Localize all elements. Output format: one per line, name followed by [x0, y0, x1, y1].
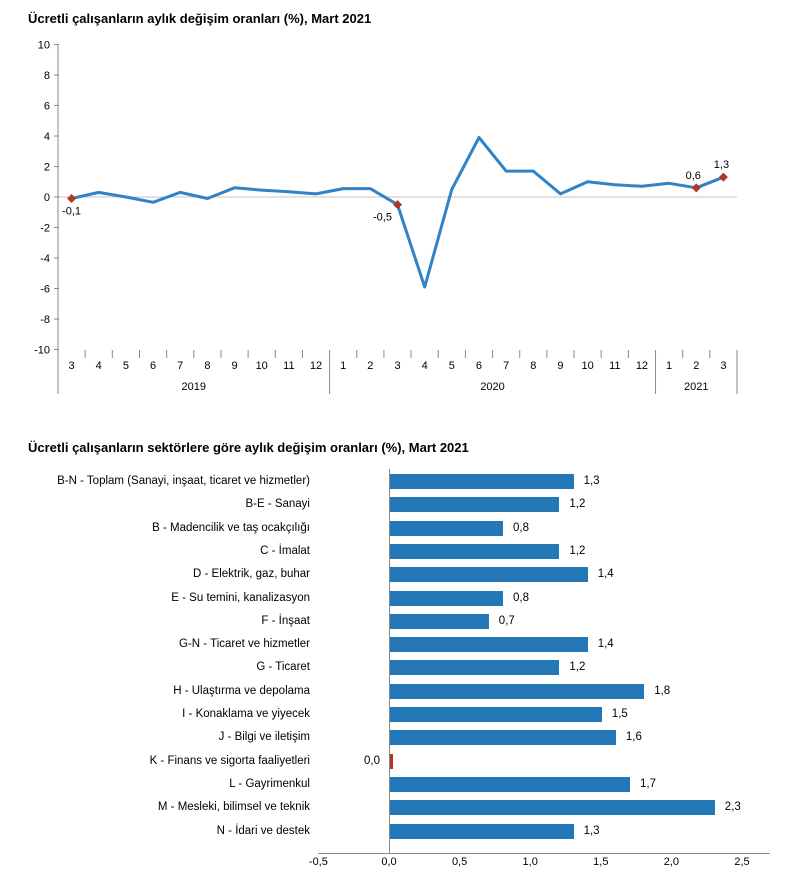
- data-line: [72, 138, 724, 288]
- bar-category-label: J - Bilgi ve iletişim: [218, 731, 310, 744]
- bar-row: [0, 796, 801, 819]
- bar: [390, 660, 559, 675]
- y-axis-tick-label: -2: [40, 222, 50, 235]
- point-marker-diamond: [67, 194, 76, 203]
- month-label: 1: [666, 360, 673, 372]
- year-label: 2021: [684, 381, 709, 393]
- bar-category-label: B - Madencilik ve taş ocakçılığı: [152, 521, 310, 534]
- bar-row: [0, 610, 801, 633]
- month-label: 9: [231, 360, 238, 372]
- y-axis-tick-label: -10: [34, 344, 50, 357]
- month-label: 10: [581, 360, 594, 372]
- bar-value-label: 1,5: [611, 708, 628, 720]
- bar-chart: [0, 470, 801, 846]
- bar-row: [0, 493, 801, 516]
- x-axis-tick-label: 2,0: [663, 856, 680, 868]
- bar-row: [0, 540, 801, 563]
- month-label: 2: [367, 360, 374, 372]
- bar-category-label: N - İdari ve destek: [216, 824, 310, 837]
- bar: [390, 637, 588, 652]
- bar-value-label: 2,3: [724, 801, 741, 814]
- month-label: 3: [720, 360, 727, 372]
- bar-value-label: 1,2: [569, 661, 586, 674]
- bar-category-label: K - Finans ve sigorta faaliyetleri: [149, 754, 310, 767]
- bar-category-label: D - Elektrik, gaz, buhar: [193, 568, 310, 581]
- year-label: 2019: [181, 381, 207, 393]
- point-marker-diamond: [692, 183, 701, 192]
- month-label: 3: [394, 360, 401, 372]
- month-label: 6: [149, 360, 157, 372]
- bar-category-label: B-N - Toplam (Sanayi, inşaat, ticaret ve hizmetler): [57, 475, 310, 487]
- bar: [390, 777, 630, 792]
- bar: [390, 730, 616, 745]
- month-label: 7: [177, 360, 184, 372]
- month-label: 5: [122, 360, 129, 372]
- line-chart-title: Ücretli çalışanların aylık değişim oranları (%), Mart 2021: [28, 11, 372, 26]
- bar: [390, 544, 559, 559]
- bar-value-label: 0,0: [364, 754, 380, 767]
- bar-category-label: G - Ticaret: [256, 661, 310, 674]
- bar-row: [0, 517, 801, 540]
- point-value-label: 0,6: [685, 169, 701, 182]
- month-label: 8: [530, 360, 537, 372]
- point-value-label: -0,1: [62, 205, 82, 218]
- y-axis-tick-label: 4: [43, 131, 50, 143]
- bar-category-label: B-E - Sanayi: [245, 498, 310, 511]
- bar-value-label: 1,6: [625, 731, 642, 744]
- bar-category-label: F - İnşaat: [261, 614, 310, 627]
- bar: [390, 567, 588, 582]
- y-axis-tick-label: 10: [37, 39, 50, 52]
- bar-row: [0, 820, 801, 843]
- bar-value-label: 0,7: [498, 614, 515, 627]
- bar-category-label: H - Ulaştırma ve depolama: [173, 684, 310, 697]
- month-label: 4: [421, 360, 428, 372]
- y-axis-tick-label: -6: [40, 283, 50, 296]
- bar-value-label: 1,4: [597, 568, 614, 581]
- point-value-label: -0,5: [373, 211, 392, 224]
- bar-row: [0, 680, 801, 703]
- bar-value-label: 0,8: [513, 591, 529, 604]
- bar-value-label: 1,3: [583, 824, 600, 837]
- month-label: 2: [693, 360, 700, 372]
- bar-value-label: 1,3: [583, 475, 600, 487]
- bar-row: [0, 633, 801, 656]
- point-marker-diamond: [719, 173, 728, 182]
- bar: [390, 591, 503, 606]
- bar-category-label: E - Su temini, kanalizasyon: [171, 591, 310, 604]
- bar-x-axis-ticks: [0, 856, 801, 874]
- bar-value-label: 1,2: [569, 498, 586, 511]
- bar-category-label: L - Gayrimenkul: [229, 777, 310, 790]
- bar-chart-title: Ücretli çalışanların sektörlere göre aylık değişim oranları (%), Mart 2021: [28, 440, 469, 455]
- month-label: 8: [204, 360, 211, 372]
- bar-value-label: 0,8: [513, 521, 529, 534]
- x-axis-tick-label: -0,5: [308, 856, 328, 868]
- bar: [390, 497, 559, 512]
- bar: [390, 474, 574, 489]
- year-label: 2020: [480, 381, 505, 393]
- bar-category-label: C - İmalat: [260, 544, 310, 557]
- bar-category-label: M - Mesleki, bilimsel ve teknik: [157, 801, 310, 814]
- month-label: 4: [95, 360, 102, 372]
- bar-row: [0, 587, 801, 610]
- x-axis-tick-label: 1,0: [522, 856, 538, 868]
- bar-category-label: G-N - Ticaret ve hizmetler: [179, 638, 310, 651]
- bar: [390, 614, 489, 629]
- month-label: 1: [340, 360, 347, 372]
- bar: [390, 521, 503, 536]
- month-label: 12: [309, 360, 323, 372]
- bar-zero-sliver: [390, 754, 393, 769]
- bar-category-label: I - Konaklama ve yiyecek: [182, 708, 310, 720]
- bar-row: [0, 470, 801, 493]
- y-axis-tick-label: 8: [43, 70, 50, 82]
- bar: [390, 707, 602, 722]
- bar: [390, 824, 574, 839]
- bar-value-label: 1,4: [597, 638, 614, 651]
- month-label: 9: [557, 360, 564, 372]
- month-label: 11: [283, 360, 295, 372]
- bar-x-axis-line: [318, 853, 770, 854]
- bar-value-label: 1,7: [640, 777, 656, 790]
- bar-value-label: 1,8: [654, 684, 671, 697]
- line-chart: [0, 0, 801, 405]
- month-label: 12: [635, 360, 649, 372]
- month-label: 11: [609, 360, 621, 372]
- bar-row: [0, 726, 801, 749]
- bar-value-label: 1,2: [569, 544, 586, 557]
- y-axis-tick-label: -8: [40, 314, 50, 326]
- bar-row: [0, 656, 801, 679]
- bar-row: [0, 773, 801, 796]
- month-label: 5: [448, 360, 455, 372]
- month-label: 6: [475, 360, 483, 372]
- y-axis-tick-label: 6: [43, 100, 50, 113]
- y-axis-tick-label: 0: [43, 192, 50, 204]
- bar-zero-axis-line: [389, 469, 390, 853]
- point-value-label: 1,3: [713, 159, 730, 172]
- month-label: 7: [503, 360, 510, 372]
- bar-row: [0, 563, 801, 586]
- x-axis-tick-label: 2,5: [734, 856, 750, 868]
- bar-row: [0, 750, 801, 773]
- bar-row: [0, 703, 801, 726]
- bar: [390, 800, 715, 815]
- bar: [390, 684, 644, 699]
- x-axis-tick-label: 0,5: [451, 856, 468, 868]
- x-axis-tick-label: 1,5: [593, 856, 609, 868]
- x-axis-tick-label: 0,0: [381, 856, 397, 868]
- month-label: 10: [255, 360, 268, 372]
- y-axis-tick-label: 2: [43, 161, 50, 174]
- month-label: 3: [68, 360, 75, 372]
- y-axis-tick-label: -4: [40, 253, 50, 265]
